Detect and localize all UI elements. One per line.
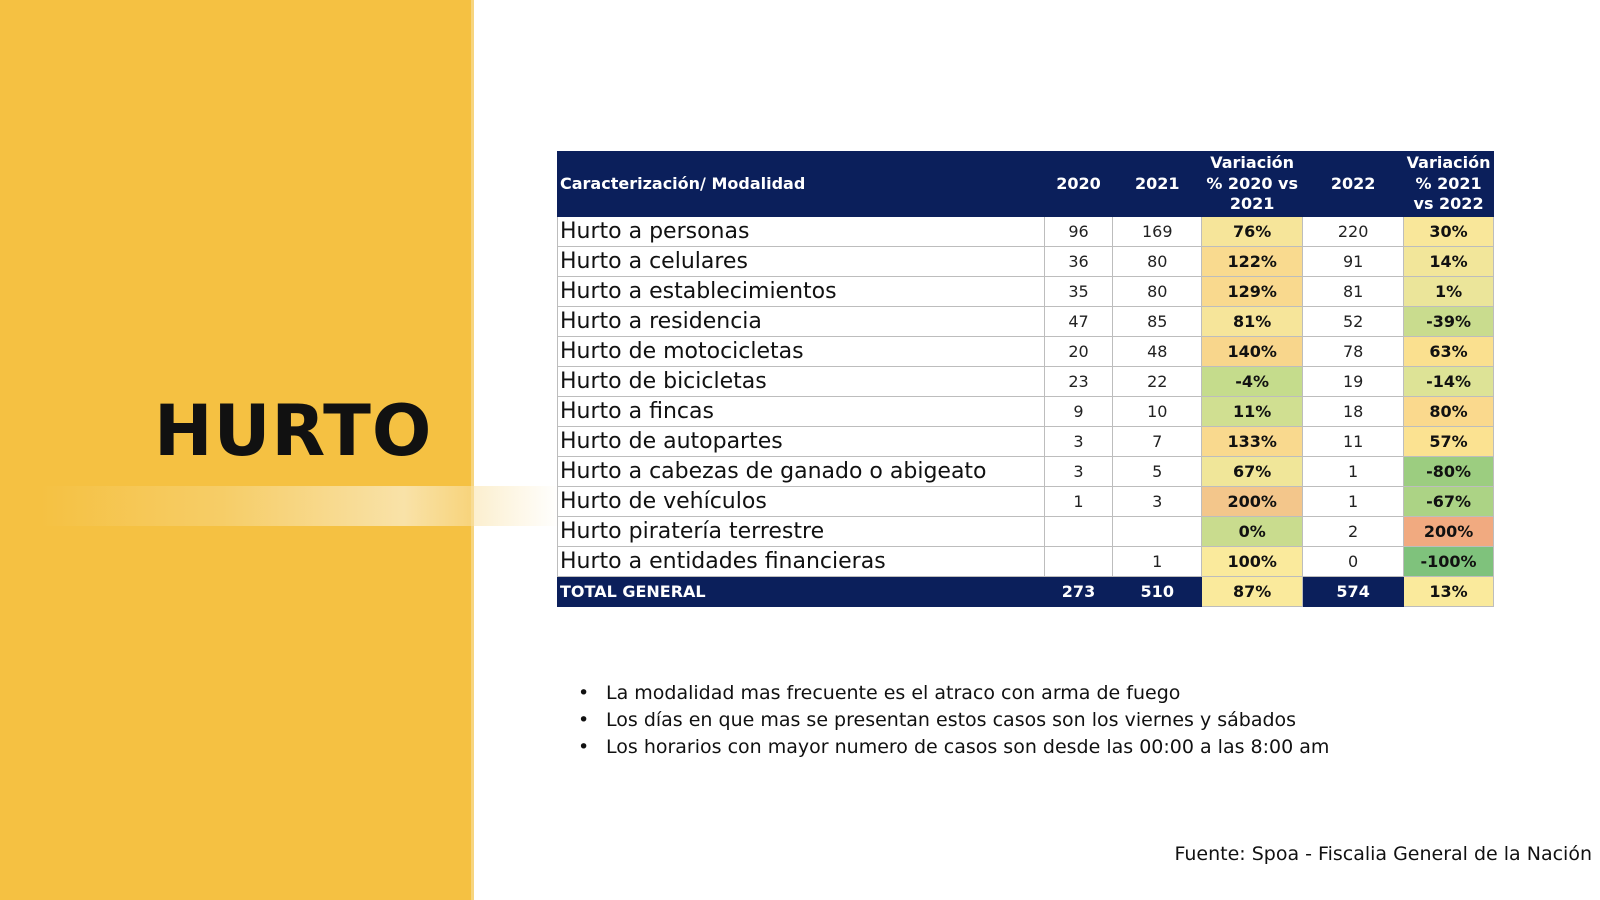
notes-list (578, 680, 1329, 761)
table-row (558, 427, 1494, 457)
cell-variacion-2020-2021: 100% (1202, 547, 1303, 577)
cell-modalidad: Hurto a cabezas de ganado o abigeato (558, 457, 1045, 487)
cell-modalidad: TOTAL GENERAL (558, 577, 1045, 607)
cell-2022: 0 (1303, 547, 1404, 577)
cell-2020: 9 (1044, 397, 1113, 427)
cell-2020: 36 (1044, 247, 1113, 277)
cell-2021: 3 (1113, 487, 1202, 517)
bullet-text: Los horarios con mayor numero de casos son desde las 00:00 a las 8:00 am (606, 736, 1330, 758)
bullet-text: Los días en que mas se presentan estos casos son los viernes y sábados (606, 709, 1297, 731)
hurto-table (557, 151, 1494, 607)
header-2021: 2021 (1113, 152, 1202, 217)
cell-2021: 5 (1113, 457, 1202, 487)
cell-modalidad: Hurto a fincas (558, 397, 1045, 427)
table-total-row (558, 577, 1494, 607)
cell-2021: 169 (1113, 217, 1202, 247)
cell-modalidad: Hurto a establecimientos (558, 277, 1045, 307)
cell-2021: 80 (1113, 247, 1202, 277)
table-header-row (558, 152, 1494, 217)
table-row (558, 277, 1494, 307)
cell-variacion-2020-2021: 76% (1202, 217, 1303, 247)
cell-2022: 220 (1303, 217, 1404, 247)
cell-2020: 20 (1044, 337, 1113, 367)
cell-2020: 47 (1044, 307, 1113, 337)
header-2020: 2020 (1044, 152, 1113, 217)
cell-modalidad: Hurto piratería terrestre (558, 517, 1045, 547)
cell-2020 (1044, 517, 1113, 547)
cell-variacion-2020-2021: -4% (1202, 367, 1303, 397)
cell-variacion-2021-2022: 14% (1404, 247, 1494, 277)
bullet-icon: • (578, 682, 590, 704)
cell-variacion-2020-2021: 67% (1202, 457, 1303, 487)
cell-2021: 510 (1113, 577, 1202, 607)
cell-2022: 81 (1303, 277, 1404, 307)
table-row (558, 337, 1494, 367)
cell-variacion-2020-2021: 0% (1202, 517, 1303, 547)
cell-2020: 96 (1044, 217, 1113, 247)
cell-2021: 10 (1113, 397, 1202, 427)
table-row (558, 517, 1494, 547)
cell-2022: 2 (1303, 517, 1404, 547)
bullet-text: La modalidad mas frecuente es el atraco con arma de fuego (606, 682, 1181, 704)
cell-modalidad: Hurto a residencia (558, 307, 1045, 337)
source-note: Fuente: Spoa - Fiscalia General de la Nación (1174, 843, 1592, 865)
cell-variacion-2021-2022: 30% (1404, 217, 1494, 247)
table-row (558, 487, 1494, 517)
cell-variacion-2021-2022: 80% (1404, 397, 1494, 427)
cell-2021: 22 (1113, 367, 1202, 397)
cell-2020: 3 (1044, 427, 1113, 457)
cell-variacion-2021-2022: -80% (1404, 457, 1494, 487)
cell-2022: 1 (1303, 457, 1404, 487)
cell-2021: 48 (1113, 337, 1202, 367)
cell-modalidad: Hurto de motocicletas (558, 337, 1045, 367)
cell-variacion-2020-2021: 133% (1202, 427, 1303, 457)
table-row (558, 307, 1494, 337)
cell-2020 (1044, 547, 1113, 577)
header-2022: 2022 (1303, 152, 1404, 217)
cell-variacion-2020-2021: 87% (1202, 577, 1303, 607)
cell-2022: 574 (1303, 577, 1404, 607)
table-row (558, 457, 1494, 487)
bullet-icon: • (578, 736, 590, 758)
table-row (558, 217, 1494, 247)
cell-variacion-2021-2022: 1% (1404, 277, 1494, 307)
cell-2020: 1 (1044, 487, 1113, 517)
cell-2022: 1 (1303, 487, 1404, 517)
cell-modalidad: Hurto a personas (558, 217, 1045, 247)
cell-2021: 1 (1113, 547, 1202, 577)
cell-2022: 52 (1303, 307, 1404, 337)
cell-variacion-2021-2022: 63% (1404, 337, 1494, 367)
cell-2021: 80 (1113, 277, 1202, 307)
cell-modalidad: Hurto de vehículos (558, 487, 1045, 517)
cell-2020: 23 (1044, 367, 1113, 397)
table-row (558, 547, 1494, 577)
slide-title: HURTO (154, 390, 433, 472)
cell-2021 (1113, 517, 1202, 547)
list-item (578, 680, 1329, 707)
cell-modalidad: Hurto de bicicletas (558, 367, 1045, 397)
cell-variacion-2021-2022: 200% (1404, 517, 1494, 547)
list-item (578, 707, 1329, 734)
cell-variacion-2021-2022: 57% (1404, 427, 1494, 457)
cell-variacion-2020-2021: 11% (1202, 397, 1303, 427)
table-row (558, 367, 1494, 397)
accent-band (40, 486, 560, 526)
cell-modalidad: Hurto a celulares (558, 247, 1045, 277)
header-modalidad: Caracterización/ Modalidad (558, 152, 1045, 217)
cell-2022: 91 (1303, 247, 1404, 277)
bullet-icon: • (578, 709, 590, 731)
cell-variacion-2020-2021: 122% (1202, 247, 1303, 277)
cell-modalidad: Hurto a entidades financieras (558, 547, 1045, 577)
cell-variacion-2021-2022: -39% (1404, 307, 1494, 337)
cell-variacion-2021-2022: -67% (1404, 487, 1494, 517)
cell-2022: 18 (1303, 397, 1404, 427)
cell-variacion-2020-2021: 81% (1202, 307, 1303, 337)
cell-variacion-2020-2021: 140% (1202, 337, 1303, 367)
cell-variacion-2021-2022: 13% (1404, 577, 1494, 607)
cell-2021: 7 (1113, 427, 1202, 457)
cell-variacion-2021-2022: -14% (1404, 367, 1494, 397)
cell-variacion-2021-2022: -100% (1404, 547, 1494, 577)
cell-2020: 3 (1044, 457, 1113, 487)
cell-2022: 11 (1303, 427, 1404, 457)
cell-modalidad: Hurto de autopartes (558, 427, 1045, 457)
cell-2022: 78 (1303, 337, 1404, 367)
cell-2022: 19 (1303, 367, 1404, 397)
header-variacion-2021-2022: Variación % 2021 vs 2022 (1404, 152, 1494, 217)
cell-variacion-2020-2021: 129% (1202, 277, 1303, 307)
table-row (558, 247, 1494, 277)
cell-2021: 85 (1113, 307, 1202, 337)
header-variacion-2020-2021: Variación % 2020 vs 2021 (1202, 152, 1303, 217)
list-item (578, 734, 1329, 761)
table-row (558, 397, 1494, 427)
cell-2020: 273 (1044, 577, 1113, 607)
cell-2020: 35 (1044, 277, 1113, 307)
cell-variacion-2020-2021: 200% (1202, 487, 1303, 517)
